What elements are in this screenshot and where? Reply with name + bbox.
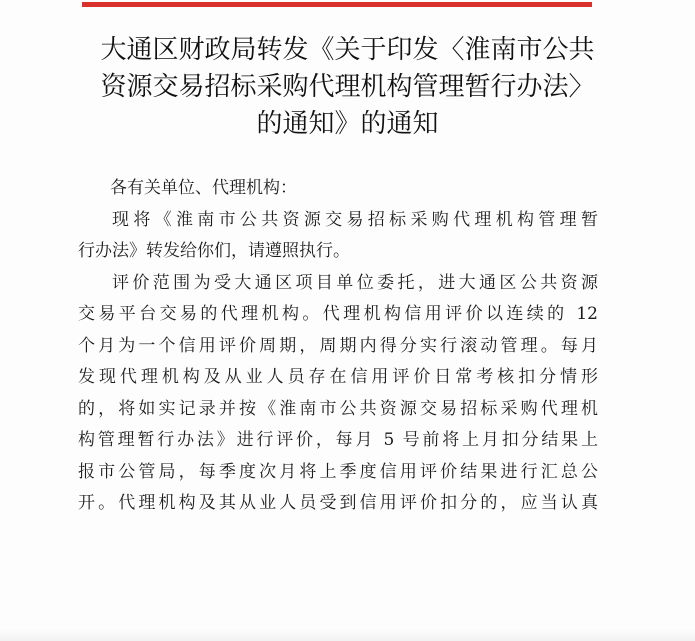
header-red-rule — [82, 2, 592, 7]
document-body — [78, 173, 598, 520]
paragraph-line: 评价范围为受大通区项目单位委托，进大通区公共资源 — [112, 272, 598, 293]
paragraph-line: 报市公管局，每季度次月将上季度信用评价结果进行汇总公 — [78, 461, 598, 482]
page-bottom-edge — [0, 630, 695, 641]
paragraph-line: 的，将如实记录并按《淮南市公共资源交易招标采购代理机 — [78, 398, 598, 419]
paragraph-line: 构管理暂行办法》进行评价，每月 5 号前将上月扣分结果上 — [78, 430, 598, 450]
paragraph-line: 发现代理机构及从业人员存在信用评价日常考核扣分情形 — [78, 367, 598, 387]
paragraph-line: 现将《淮南市公共资源交易招标采购代理机构管理暂 — [112, 209, 598, 230]
paragraph-line: 行办法》转发给你们，请遵照执行。 — [78, 241, 350, 261]
document-title — [70, 32, 625, 143]
title-line: 的通知》的通知 — [256, 109, 439, 139]
paragraph-line: 个月为一个信用评价周期，周期内得分实行滚动管理。每月 — [78, 335, 598, 356]
paragraph-line: 交易平台交易的代理机构。代理机构信用评价以连续的 12 — [78, 304, 598, 324]
paragraph-line: 开。代理机构及其从业人员受到信用评价扣分的，应当认真 — [78, 493, 598, 513]
salutation: 各有关单位、代理机构： — [110, 178, 297, 198]
title-line: 资源交易招标采购代理机构管理暂行办法〉 — [100, 72, 595, 102]
title-line: 大通区财政局转发《关于印发〈淮南市公共 — [100, 35, 595, 65]
